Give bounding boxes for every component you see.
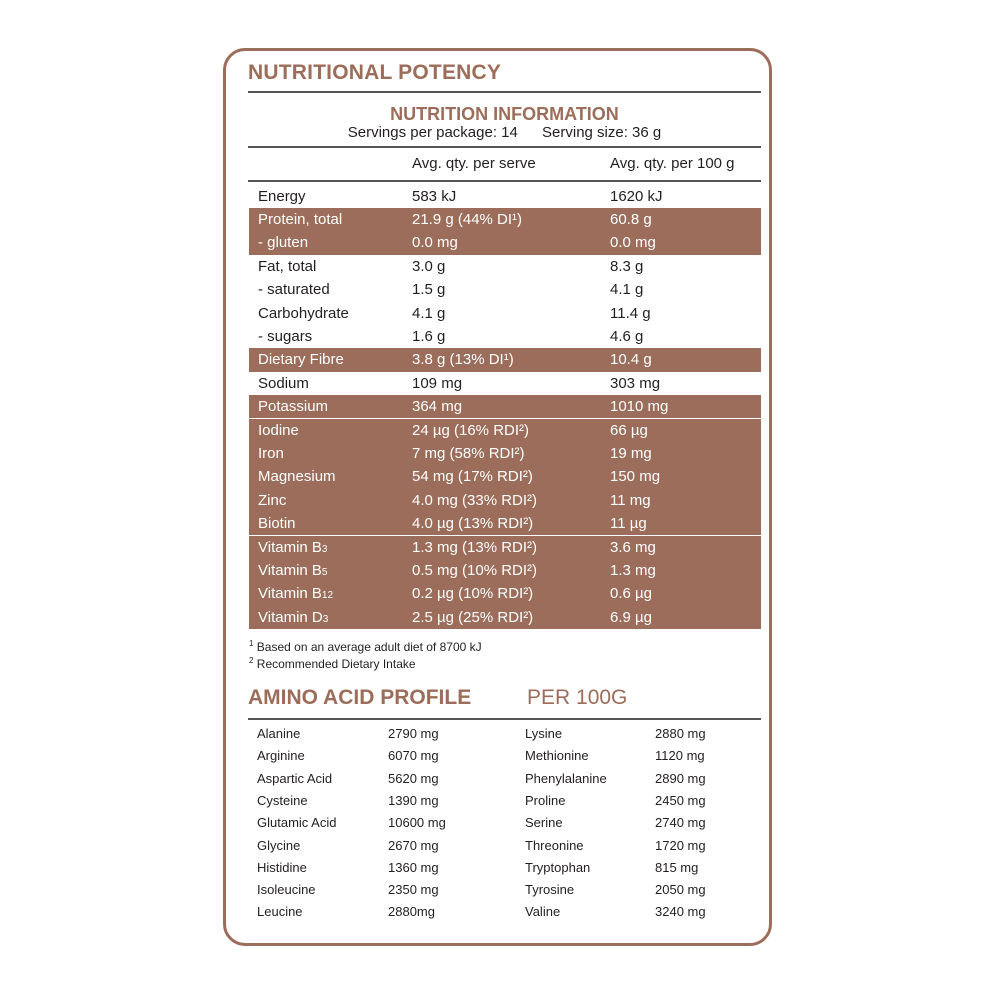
nutrient-name-text: Carbohydrate [258,304,349,322]
footnote-2-mark: 2 [249,656,254,665]
nutrient-name-text: Zinc [258,491,287,509]
nutrition-row [249,185,761,208]
per-100g-value: 0.6 µg [610,585,653,603]
nutrient-name-text: Vitamin B [258,538,322,556]
nutrient-name-text: Vitamin B [258,585,322,603]
nutrition-row [249,536,761,559]
nutrition-row [249,278,761,301]
nutrition-row [249,395,761,418]
amino-acid-name: Tryptophan [525,859,591,875]
nutrient-subscript: 12 [321,590,334,602]
per-100g-value: 1620 kJ [610,187,663,205]
per-serve-value: 3.0 g [412,257,446,275]
amino-acid-value: 1360 mg [388,859,439,875]
per-serve-value: 0.5 mg (10% RDI²) [412,561,538,579]
amino-acid-per-label: PER 100G [527,686,628,709]
amino-acid-value: 2350 mg [388,882,439,898]
footnote-1 [249,639,482,654]
nutrient-name [258,489,286,512]
per-100g-value: 66 µg [610,421,648,439]
per-serve-value: 2.5 µg (25% RDI²) [412,608,534,626]
nutrition-row [249,512,761,535]
per-100g-value: 1.3 mg [610,561,656,579]
per-serve-value: 4.0 mg (33% RDI²) [412,491,538,509]
per-serve-value: 4.0 µg (13% RDI²) [412,515,534,533]
nutrient-name-text: Vitamin B [258,561,322,579]
amino-acid-name: Alanine [257,726,301,741]
nutrient-name-text: Energy [258,187,306,205]
nutrition-row [249,348,761,371]
per-100g-value: 60.8 g [610,210,652,228]
nutrient-name-text: Protein, total [258,210,343,228]
panel-title: NUTRITIONAL POTENCY [248,61,502,84]
amino-acid-value: 1390 mg [388,792,439,808]
nutrition-row [249,559,761,582]
column-header-divider [248,180,761,182]
amino-acid-title: AMINO ACID PROFILE [248,686,472,709]
nutrient-subscript: 3 [321,543,328,555]
per-100g-value: 11 µg [610,515,647,533]
amino-acid-name: Threonine [525,837,584,853]
per-serve-value: 1.5 g [412,281,446,299]
nutrient-name-text: - gluten [258,234,309,252]
nutrient-subscript: 3 [322,613,329,625]
nutrient-name-text: Potassium [258,398,329,416]
amino-acid-name: Valine [525,904,561,920]
nutrition-row [249,231,761,254]
amino-acid-name: Isoleucine [257,882,316,898]
per-100g-value: 0.0 mg [610,234,656,252]
nutrient-name [258,395,328,418]
nutrient-name-text: Sodium [258,374,309,392]
nutrition-row [249,442,761,465]
nutrition-row [249,255,761,278]
serving-info [248,124,761,142]
nutrient-name-text: - saturated [258,281,330,299]
per-serve-value: 24 µg (16% RDI²) [412,421,530,439]
nutrient-name-text: Dietary Fibre [258,351,344,369]
nutrient-name [258,325,312,348]
amino-acid-value: 5620 mg [388,770,439,786]
per-100g-value: 11 mg [610,491,651,509]
per-serve-value: 1.6 g [412,327,446,345]
amino-acid-value: 6070 mg [388,748,439,764]
nutrient-name [258,582,333,607]
amino-acid-value: 2670 mg [388,837,439,853]
footnote-1-text: Based on an average adult diet of 8700 kJ [256,640,482,654]
header-divider [248,146,761,148]
nutrient-name [258,559,327,584]
amino-acid-name: Arginine [257,748,305,764]
per-serve-value: 7 mg (58% RDI²) [412,444,525,462]
nutrient-name [258,536,327,561]
footnote-2-text: Recommended Dietary Intake [256,657,416,671]
servings-per-package: Servings per package: 14 [347,124,518,141]
amino-acid-value: 2450 mg [655,792,706,808]
amino-acid-name: Proline [525,792,566,808]
per-100g-value: 8.3 g [610,257,644,275]
amino-acid-name: Leucine [257,904,303,920]
amino-acid-name: Glutamic Acid [257,815,337,831]
amino-acid-name: Aspartic Acid [257,770,333,786]
amino-acid-value: 2880 mg [655,726,706,741]
per-serve-value: 1.3 mg (13% RDI²) [412,538,538,556]
nutrient-name [258,208,342,231]
amino-acid-value: 1120 mg [655,748,705,764]
nutrition-row [249,208,761,231]
per-100g-value: 4.6 g [610,327,644,345]
nutrient-name [258,372,309,395]
nutrient-name-text: Iron [258,444,284,462]
per-100g-value: 1010 mg [610,398,669,416]
amino-acid-name: Cysteine [257,792,308,808]
per-serve-value: 0.0 mg [412,234,458,252]
nutrient-name-text: Vitamin D [258,608,323,626]
amino-acid-value: 10600 mg [388,815,446,831]
nutrition-header [248,104,761,142]
nutrition-row [249,489,761,512]
amino-acid-value: 2740 mg [655,815,706,831]
per-100g-value: 4.1 g [610,281,644,299]
per-100g-value: 19 mg [610,444,652,462]
amino-acid-value: 3240 mg [655,904,706,920]
per-100g-value: 150 mg [610,468,661,486]
per-serve-value: 4.1 g [412,304,446,322]
amino-acid-name: Tyrosine [525,882,575,898]
per-serve-value: 583 kJ [412,187,457,205]
per-serve-value: 364 mg [412,398,463,416]
amino-acid-name: Lysine [525,726,563,741]
nutrition-row [249,419,761,442]
per-serve-value: 0.2 µg (10% RDI²) [412,585,534,603]
nutrient-name [258,465,336,488]
nutrition-row [249,372,761,395]
nutrition-row [249,325,761,348]
nutrient-name-text: Magnesium [258,468,336,486]
amino-acid-value: 2890 mg [655,770,706,786]
amino-acid-value: 2050 mg [655,882,706,898]
nutrient-name-text: Fat, total [258,257,317,275]
per-100g-value: 11.4 g [610,304,651,322]
nutrient-name [258,442,284,465]
amino-acid-value: 2790 mg [388,726,439,741]
nutrient-subscript: 5 [321,566,328,578]
nutrient-name [258,348,344,371]
amino-acid-name: Phenylalanine [525,770,607,786]
amino-acid-name: Histidine [257,859,307,875]
nutrient-name [258,185,306,208]
nutrient-name [258,278,330,301]
per-100g-value: 303 mg [610,374,661,392]
per-100g-value: 3.6 mg [610,538,656,556]
per-100g-value: 10.4 g [610,351,652,369]
nutrition-row [249,582,761,605]
footnote-1-mark: 1 [249,639,254,648]
nutrient-name [258,606,328,631]
nutrient-name [258,419,299,442]
per-serve-value: 54 mg (17% RDI²) [412,468,533,486]
per-serve-value: 109 mg [412,374,463,392]
nutrition-row [249,302,761,325]
nutrient-name-text: Biotin [258,515,296,533]
column-header-per-100g: Avg. qty. per 100 g [610,155,735,172]
nutrition-row [249,606,761,629]
nutrition-heading: NUTRITION INFORMATION [390,104,619,124]
nutrient-name [258,302,349,325]
serving-size: Serving size: 36 g [542,124,662,141]
nutrient-name [258,231,308,254]
per-serve-value: 3.8 g (13% DI¹) [412,351,514,369]
amino-acid-value: 2880mg [388,904,435,920]
nutrient-name-text: Iodine [258,421,299,439]
nutrition-row [249,465,761,488]
nutrient-name [258,255,316,278]
nutrient-name [258,512,296,535]
per-100g-value: 6.9 µg [610,608,653,626]
amino-acid-value: 1720 mg [655,837,706,853]
amino-acid-value: 815 mg [655,859,699,875]
amino-acid-name: Methionine [525,748,589,764]
amino-divider [248,718,761,720]
nutrient-name-text: - sugars [258,327,313,345]
footnote-2 [249,656,416,671]
column-header-per-serve: Avg. qty. per serve [412,155,536,172]
per-serve-value: 21.9 g (44% DI¹) [412,210,523,228]
amino-acid-name: Serine [525,815,563,831]
amino-acid-name: Glycine [257,837,301,853]
title-divider [248,91,761,93]
